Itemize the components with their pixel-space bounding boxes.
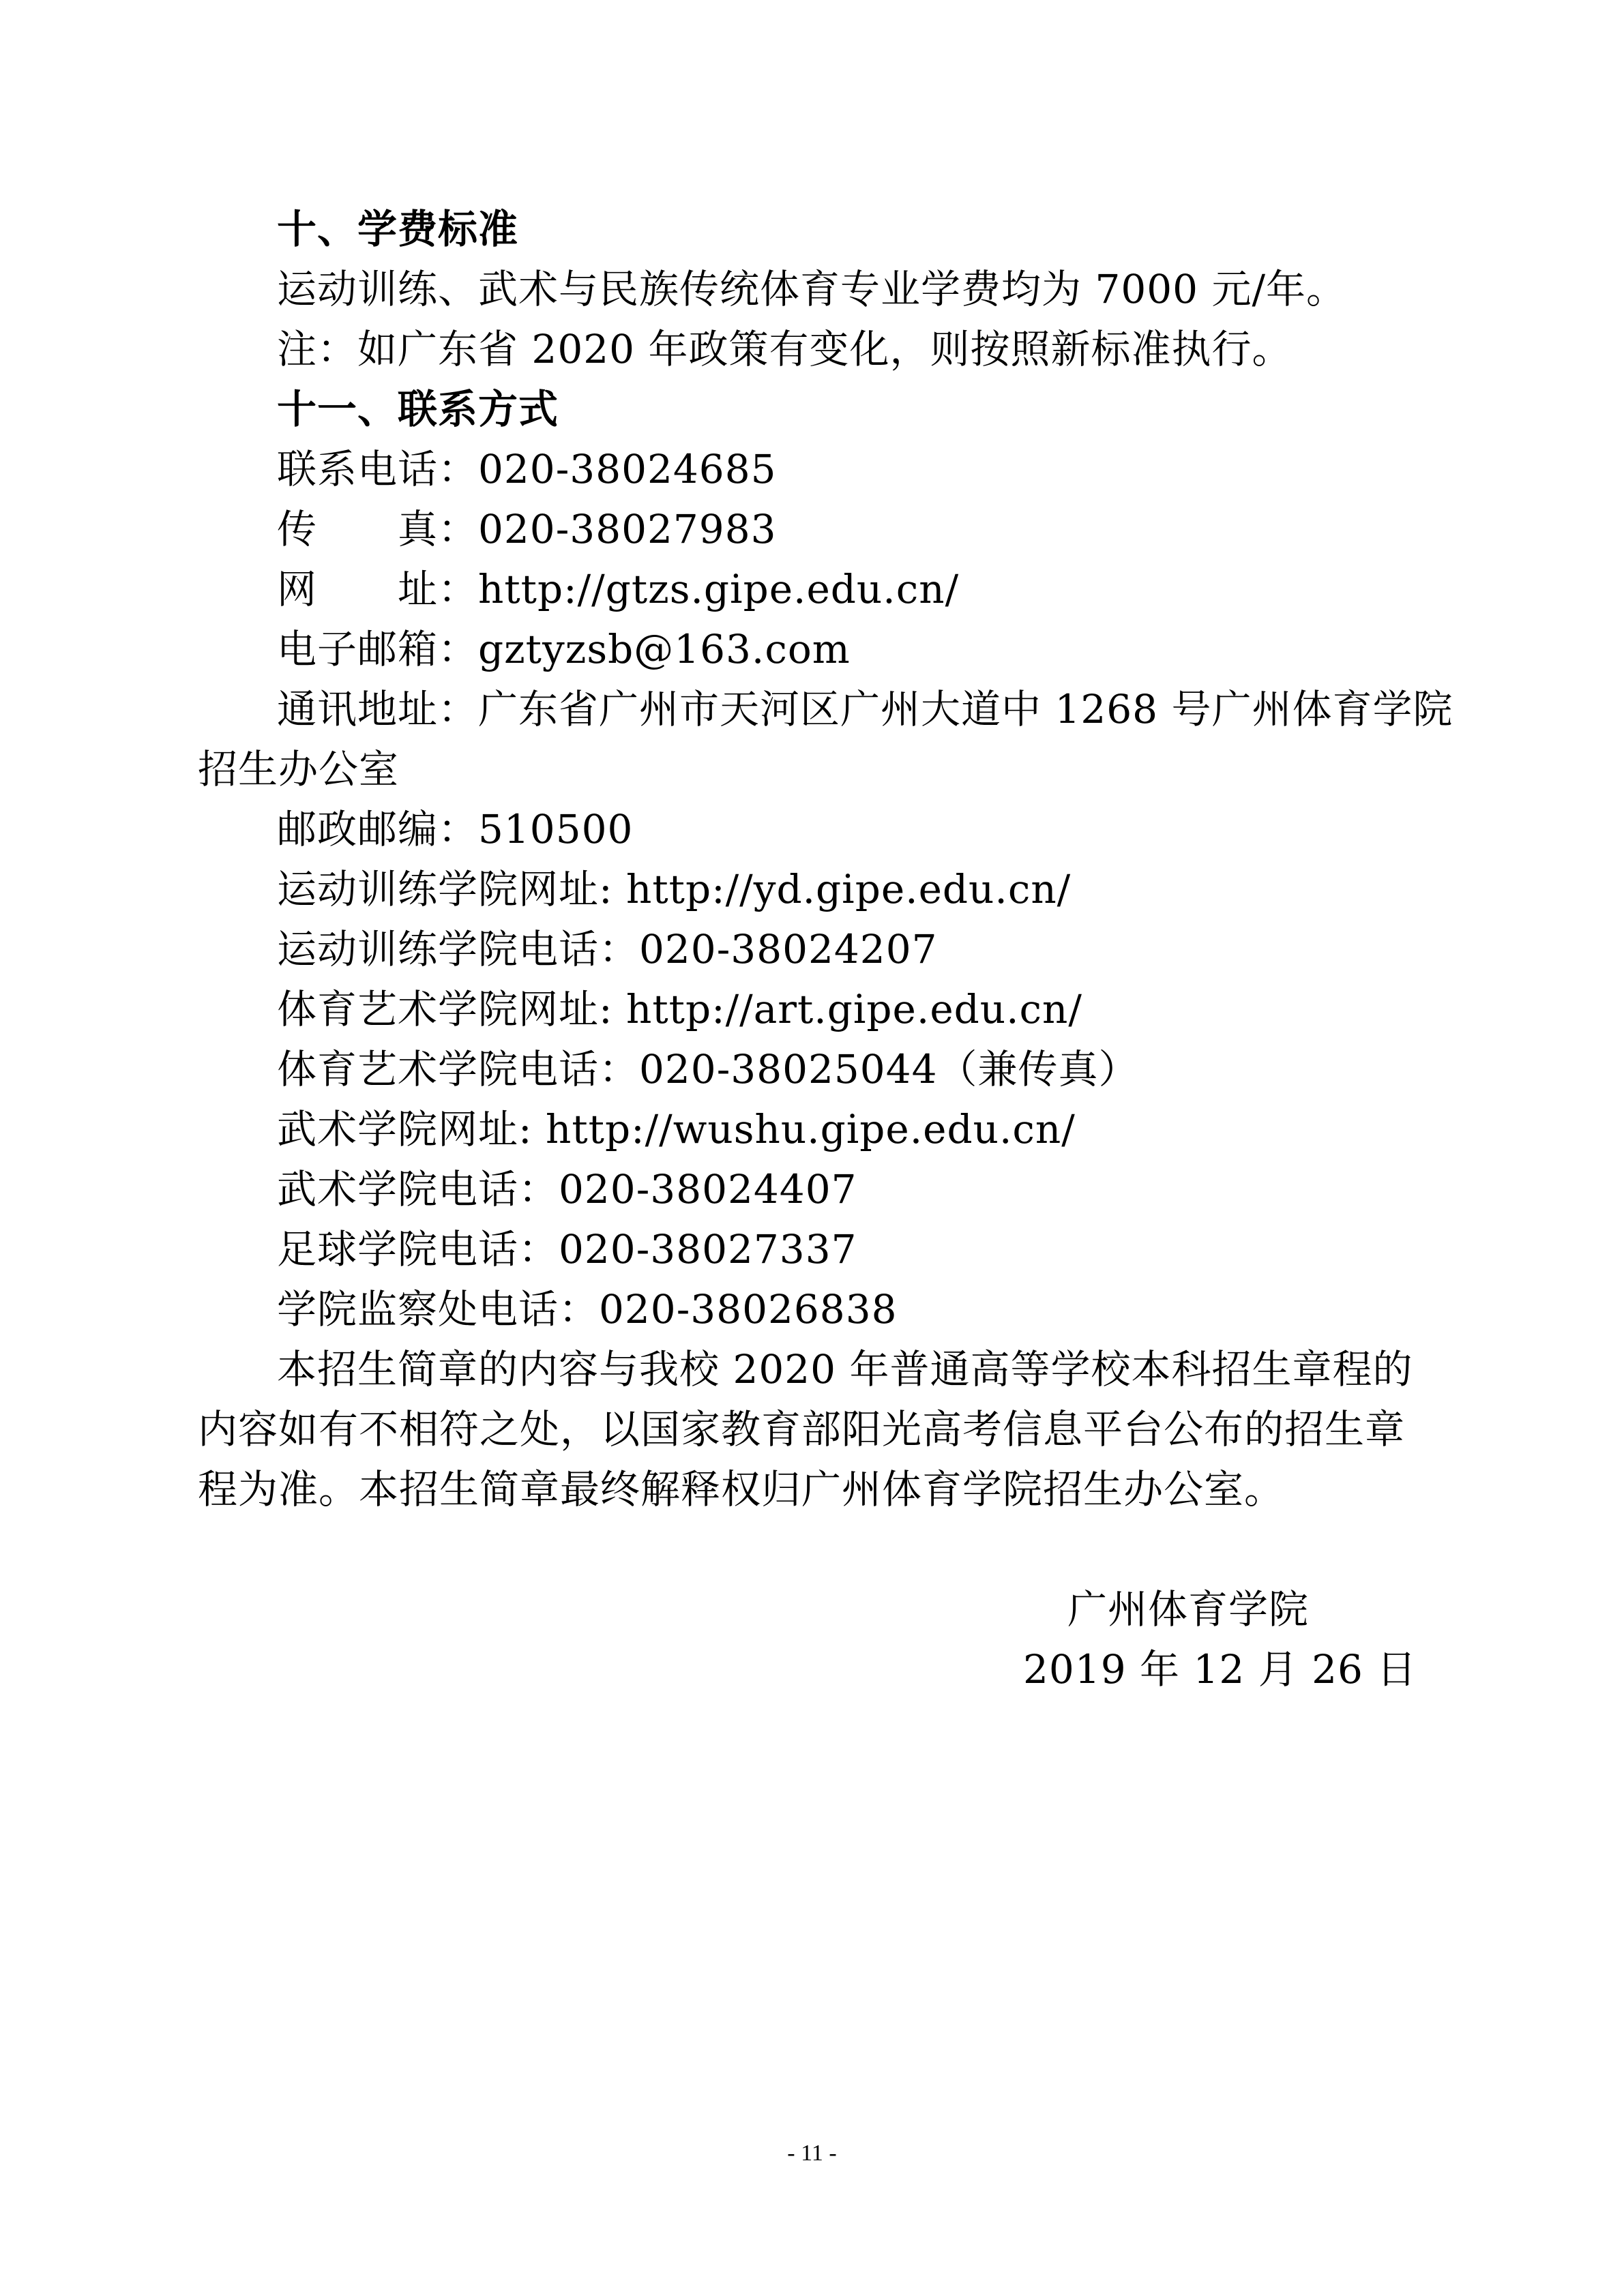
art-college-phone: 体育艺术学院电话：020-38025044（兼传真） (277, 1046, 1139, 1092)
page-number: - 11 - (787, 2141, 837, 2166)
contact-email: 电子邮箱：gztyzsb@163.com (277, 626, 851, 672)
policy-note: 注：如广东省 2020 年政策有变化，则按照新标准执行。 (277, 326, 1293, 372)
closing-paragraph-line1: 本招生简章的内容与我校 2020 年普通高等学校本科招生章程的 (277, 1346, 1413, 1392)
football-college-phone: 足球学院电话：020-38027337 (277, 1226, 857, 1272)
section-10-heading: 十、学费标准 (277, 206, 519, 252)
contact-address-line2: 招生办公室 (198, 746, 400, 792)
signature-organization: 广州体育学院 (1067, 1586, 1310, 1632)
wushu-college-website: 武术学院网址: http://wushu.gipe.edu.cn/ (277, 1106, 1076, 1152)
section-11-heading: 十一、联系方式 (277, 386, 559, 432)
contact-postcode: 邮政邮编：510500 (277, 806, 634, 852)
sport-training-website: 运动训练学院网址: http://yd.gipe.edu.cn/ (277, 866, 1072, 912)
contact-fax: 传 真：020-38027983 (277, 506, 777, 552)
contact-website: 网 址：http://gtzs.gipe.edu.cn/ (277, 566, 960, 612)
supervision-office-phone: 学院监察处电话：020-38026838 (277, 1286, 898, 1332)
art-college-website: 体育艺术学院网址: http://art.gipe.edu.cn/ (277, 986, 1082, 1032)
closing-paragraph-line2: 内容如有不相符之处，以国家教育部阳光高考信息平台公布的招生章 (198, 1406, 1406, 1452)
contact-phone: 联系电话：020-38024685 (277, 446, 777, 492)
signature-date: 2019 年 12 月 26 日 (1023, 1646, 1417, 1693)
contact-address-line1: 通讯地址：广东省广州市天河区广州大道中 1268 号广州体育学院 (277, 686, 1453, 732)
closing-paragraph-line3: 程为准。本招生简章最终解释权归广州体育学院招生办公室。 (198, 1466, 1285, 1512)
tuition-fee-text: 运动训练、武术与民族传统体育专业学费均为 7000 元/年。 (277, 266, 1347, 312)
sport-training-phone: 运动训练学院电话：020-38024207 (277, 926, 938, 972)
wushu-college-phone: 武术学院电话：020-38024407 (277, 1166, 857, 1212)
